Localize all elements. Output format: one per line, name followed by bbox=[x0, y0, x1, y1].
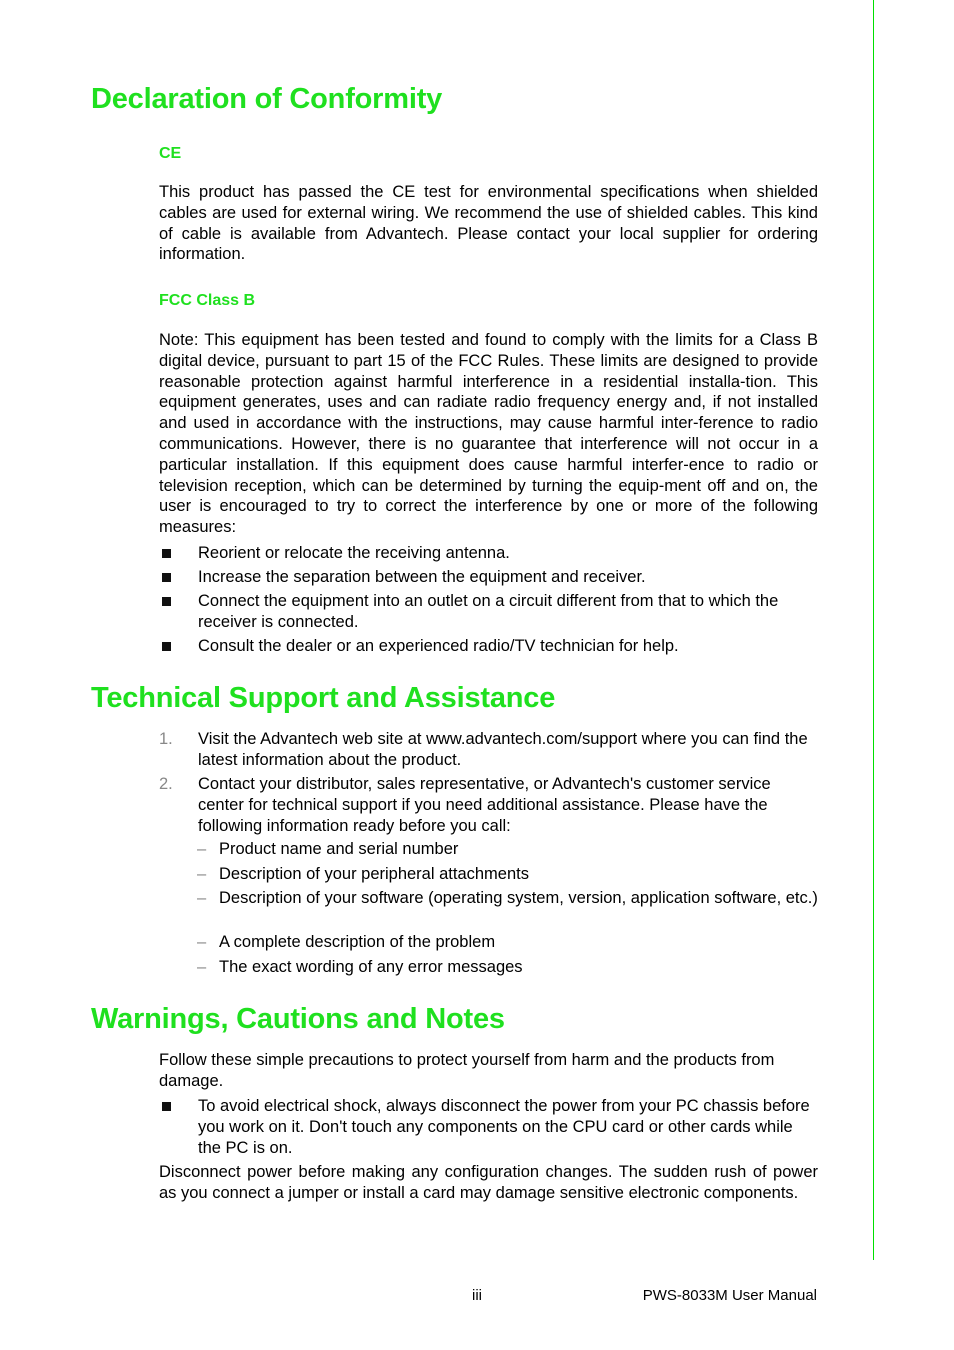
dash-bullet: – bbox=[197, 958, 207, 976]
support-sub-item: – Description of your peripheral attachments bbox=[197, 865, 529, 883]
support-title: Technical Support and Assistance bbox=[91, 682, 556, 714]
dash-bullet: – bbox=[197, 889, 207, 907]
fcc-heading: FCC Class B bbox=[159, 292, 256, 309]
square-bullet-icon bbox=[162, 597, 171, 606]
fcc-bullet-item: Consult the dealer or an experienced radio/TV technician for help. bbox=[159, 636, 818, 657]
ce-heading: CE bbox=[159, 145, 182, 162]
square-bullet-icon bbox=[162, 549, 171, 558]
step-text: Visit the Advantech web site at www.advantech.com/support where you can find the latest information about the product. bbox=[198, 730, 808, 769]
support-sub-item: – The exact wording of any error messages bbox=[197, 958, 523, 976]
square-bullet-icon bbox=[162, 1102, 171, 1111]
support-step bbox=[159, 774, 818, 836]
dash-bullet: – bbox=[197, 865, 207, 883]
support-sub-item: – Product name and serial number bbox=[197, 840, 459, 858]
step-text: Contact your distributor, sales representative, or Advantech's customer service center for technical support if you need additional assistance. Please have the following information ready before you call: bbox=[198, 775, 771, 835]
dash-bullet: – bbox=[197, 933, 207, 951]
square-bullet-icon bbox=[162, 642, 171, 651]
manual-title: PWS-8033M User Manual bbox=[642, 1287, 817, 1304]
side-rule bbox=[873, 0, 874, 1260]
support-sub-item: – A complete description of the problem bbox=[197, 933, 496, 951]
step-number: 2. bbox=[159, 775, 173, 793]
support-step bbox=[159, 729, 818, 771]
ce-body: This product has passed the CE test for environmental specifications when shielded cables are used for external wiring. We recommend the use of shielded cables. This kind of cable is available from Advantech. Please contact your local supplier for ordering information. bbox=[159, 183, 818, 264]
warnings-bullet-item: To avoid electrical shock, always disconnect the power from your PC chassis before you work on it. Don't touch any components on the CPU card or other cards while the PC is on. bbox=[159, 1096, 818, 1158]
warnings-title: Warnings, Cautions and Notes bbox=[91, 1003, 505, 1035]
step-number: 1. bbox=[159, 730, 173, 748]
fcc-bullet-item: Increase the separation between the equipment and receiver. bbox=[159, 567, 818, 588]
page-number: iii bbox=[472, 1287, 482, 1304]
declaration-title: Declaration of Conformity bbox=[91, 83, 443, 115]
fcc-bullet-item: Reorient or relocate the receiving antenna. bbox=[159, 543, 818, 564]
support-sub-item: – Description of your software (operating system, version, application software, etc.) bbox=[197, 889, 818, 907]
dash-bullet: – bbox=[197, 840, 207, 858]
warnings-closing: Disconnect power before making any configuration changes. The sudden rush of power as you connect a jumper or install a card may damage sensitive electronic components. bbox=[159, 1163, 818, 1202]
square-bullet-icon bbox=[162, 573, 171, 582]
fcc-body: Note: This equipment has been tested and found to comply with the limits for a Class B digital device, pursuant to part 15 of the FCC Rules. These limits are designed to provide reasonable protection against harmful interference in a residential installa-tion. This equipment generates, uses and can radiate radio frequency energy and, if not installed and used in accordance with the instructions, may cause harmful inter-ference to radio communications. However, there is no guarantee that interference will not occur in a particular installation. If this equipment does cause harmful interfer-ence to radio or television reception, which can be determined by turning the equip-ment off and on, the user is encouraged to try to correct the interference by one or more of the following measures: bbox=[159, 331, 818, 537]
warnings-intro: Follow these simple precautions to protect yourself from harm and the products from damage. bbox=[159, 1051, 775, 1090]
fcc-bullet-item: Connect the equipment into an outlet on a circuit different from that to which the receiver is connected. bbox=[159, 591, 818, 633]
